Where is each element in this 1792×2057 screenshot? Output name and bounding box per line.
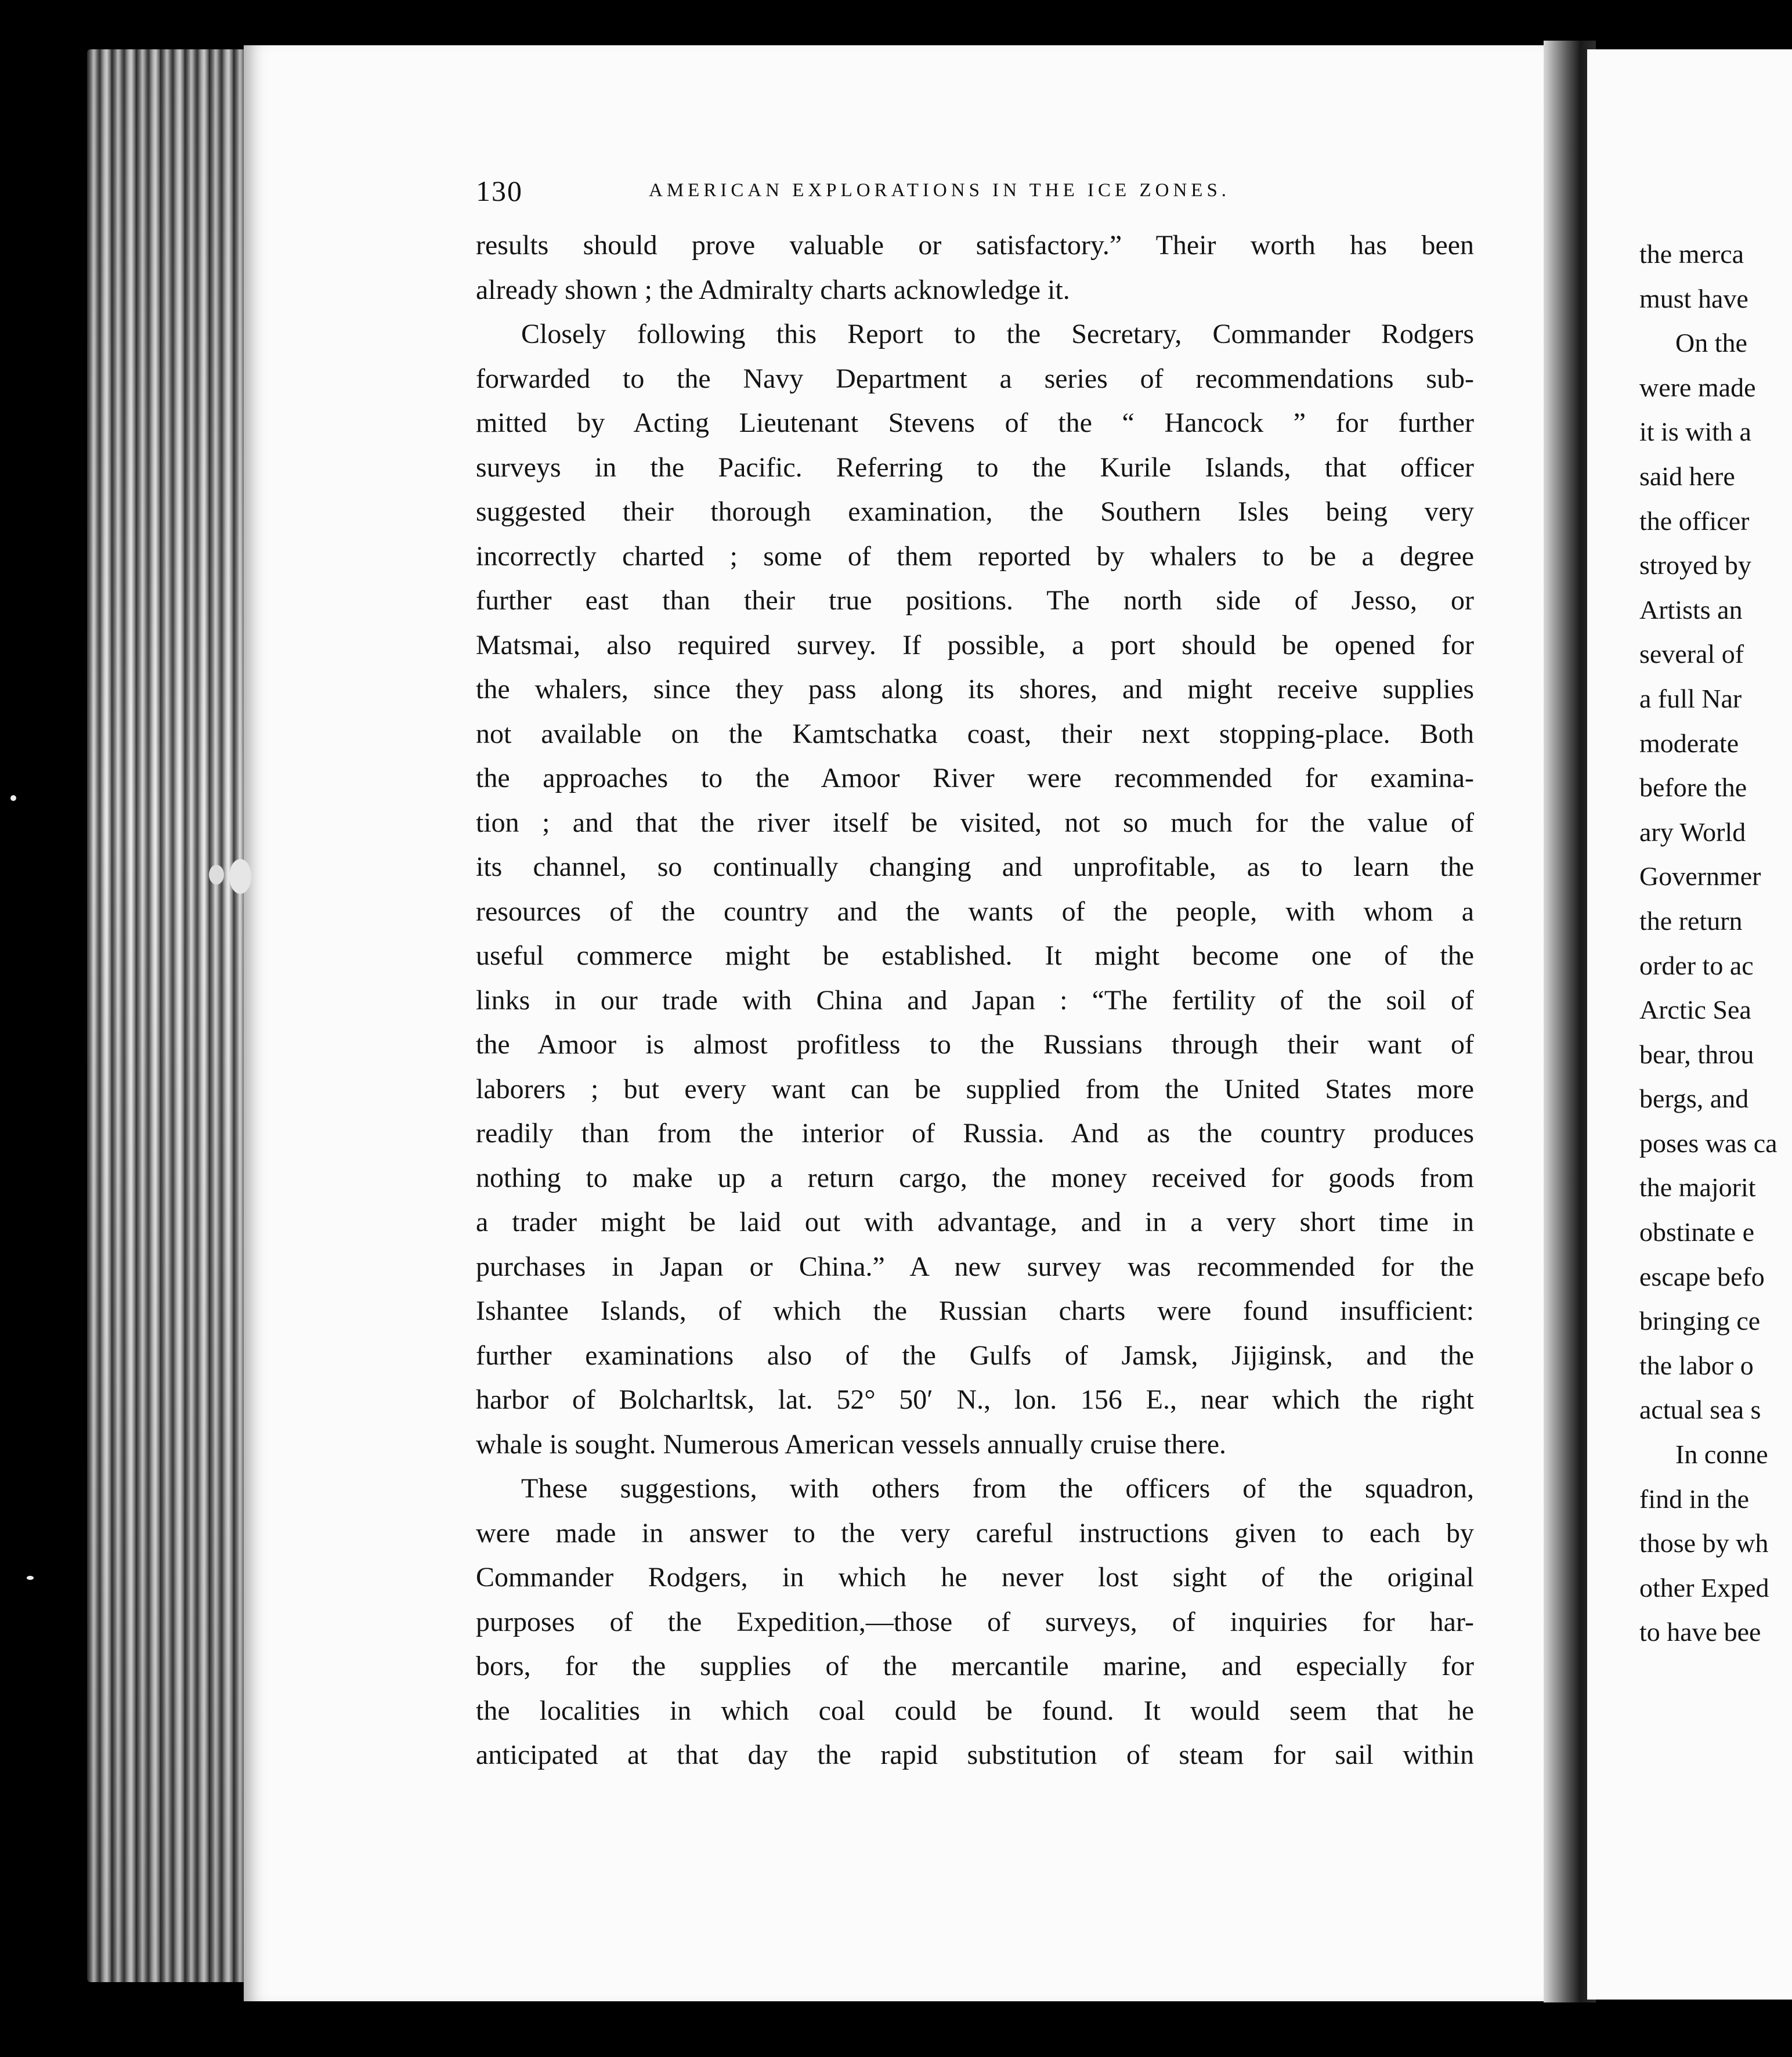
facing-text-line: it is with a (1639, 417, 1751, 447)
facing-text-line: the officer (1639, 506, 1750, 536)
text-line: resources of the country and the wants of the people, with whom a (476, 896, 1474, 927)
facing-text-line: escape befo (1639, 1261, 1765, 1291)
facing-text-line: those by wh (1639, 1528, 1769, 1558)
text-line: These suggestions, with others from the officers of the squadron, (521, 1473, 1474, 1504)
text-line: bors, for the supplies of the mercantile marine, and especially for (476, 1651, 1474, 1681)
text-line: the Amoor is almost profitless to the Russians through their want of (476, 1029, 1474, 1060)
facing-text-line: must have (1639, 283, 1748, 313)
facing-text-line: the return (1639, 905, 1743, 936)
scan-speck (27, 1576, 34, 1580)
facing-text-line: bear, throu (1639, 1039, 1754, 1069)
text-line: suggested their thorough examination, the Southern Isles being very (476, 496, 1474, 527)
text-line: further east than their true positions. The north side of Jesso, or (476, 585, 1474, 616)
text-line: results should prove valuable or satisfactory.” Their worth has been (476, 230, 1474, 261)
facing-text-line: obstinate e (1639, 1217, 1754, 1247)
text-line: purchases in Japan or China.” A new survey was recommended for the (476, 1251, 1474, 1282)
facing-text-line: moderate (1639, 728, 1739, 758)
text-line: already shown ; the Admiralty charts acknowledge it. (476, 274, 1070, 305)
scan-speck (229, 859, 251, 894)
facing-text-line: order to ac (1639, 950, 1754, 980)
facing-text-line: find in the (1639, 1484, 1750, 1514)
text-line: its channel, so continually changing and unprofitable, as to learn the (476, 851, 1474, 882)
text-line: nothing to make up a return cargo, the money received for goods from (476, 1162, 1474, 1193)
text-line: the localities in which coal could be found. It would seem that he (476, 1695, 1474, 1726)
text-line: the whalers, since they pass along its shores, and might receive supplies (476, 674, 1474, 705)
facing-text-line: the majorit (1639, 1172, 1756, 1203)
facing-text-line: Arctic Sea (1639, 995, 1751, 1025)
text-line: surveys in the Pacific. Referring to the Kurile Islands, that officer (476, 452, 1474, 483)
text-line: Matsmai, also required survey. If possible, a port should be opened for (476, 629, 1474, 661)
facing-text-line: In conne (1675, 1439, 1768, 1470)
text-line: laborers ; but every want can be supplied from the United States more (476, 1073, 1474, 1105)
text-line: links in our trade with China and Japan : “The fertility of the soil of (476, 984, 1474, 1016)
text-line: tion ; and that the river itself be visited, not so much for the value of (476, 807, 1474, 838)
text-line: Commander Rodgers, in which he never lost sight of the original (476, 1562, 1474, 1593)
facing-page-text (1639, 232, 1777, 1655)
facing-text-line: were made (1639, 372, 1756, 402)
text-line: the approaches to the Amoor River were recommended for examina- (476, 763, 1474, 793)
text-line: forwarded to the Navy Department a series of recommendations sub- (476, 363, 1474, 394)
facing-text-line: said here (1639, 461, 1735, 491)
book-page-edges (87, 49, 247, 1982)
text-line: anticipated at that day the rapid substitution of steam for sail within (476, 1740, 1474, 1770)
facing-text-line: ary World (1639, 817, 1746, 847)
facing-text-line: the merca (1639, 239, 1744, 269)
text-line: whale is sought. Numerous American vessels annually cruise there. (476, 1428, 1226, 1460)
text-line: Closely following this Report to the Secretary, Commander Rodgers (521, 319, 1474, 349)
text-line: further examinations also of the Gulfs of Jamsk, Jijiginsk, and the (476, 1340, 1474, 1371)
text-line: not available on the Kamtschatka coast, their next stopping-place. Both (476, 718, 1474, 749)
scan-speck (10, 795, 16, 801)
running-head: AMERICAN EXPLORATIONS IN THE ICE ZONES. (649, 180, 1231, 201)
page-header (476, 174, 1312, 209)
scan-speck (209, 865, 224, 885)
facing-text-line: a full Nar (1639, 683, 1742, 713)
text-line: useful commerce might be established. It might become one of the (476, 940, 1474, 971)
facing-text-line: On the (1675, 328, 1747, 358)
text-line: incorrectly charted ; some of them reported by whalers to be a degree (476, 540, 1474, 572)
text-line: mitted by Acting Lieutenant Stevens of the “ Hancock ” for further (476, 407, 1474, 438)
facing-text-line: other Exped (1639, 1572, 1769, 1603)
facing-text-line: stroyed by (1639, 550, 1751, 580)
page-number: 130 (476, 175, 523, 207)
text-line: Ishantee Islands, of which the Russian charts were found insufficient: (476, 1295, 1474, 1326)
facing-text-line: bringing ce (1639, 1306, 1761, 1336)
facing-text-line: the labor o (1639, 1350, 1754, 1380)
facing-text-line: Governmer (1639, 861, 1761, 892)
facing-text-line: actual sea s (1639, 1395, 1761, 1425)
facing-text-line: several of (1639, 639, 1744, 669)
facing-text-line: bergs, and (1639, 1084, 1749, 1114)
text-line: a trader might be laid out with advantage, and in a very short time in (476, 1207, 1474, 1237)
facing-text-line: to have bee (1639, 1617, 1761, 1647)
facing-text-line: poses was ca (1639, 1128, 1777, 1158)
page-body-text (476, 223, 1474, 1778)
text-line: purposes of the Expedition,—those of surveys, of inquiries for har- (476, 1606, 1474, 1637)
facing-text-line: before the (1639, 773, 1747, 803)
facing-text-line: Artists an (1639, 594, 1743, 625)
text-line: harbor of Bolcharltsk, lat. 52° 50′ N., lon. 156 E., near which the right (476, 1384, 1474, 1415)
text-line: were made in answer to the very careful instructions given to each by (476, 1517, 1474, 1549)
text-line: readily than from the interior of Russia. And as the country produces (476, 1118, 1474, 1149)
